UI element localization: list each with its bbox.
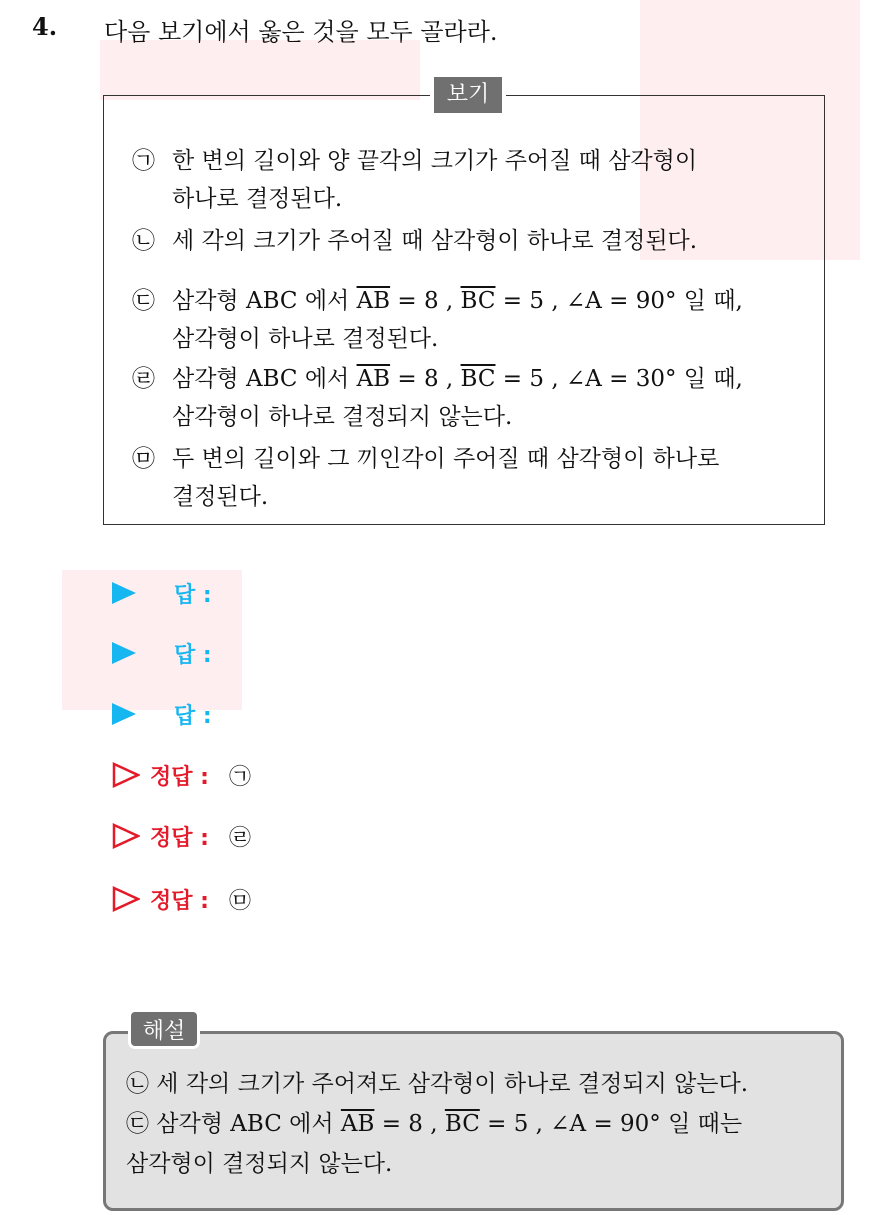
item-line: 한 변의 길이와 양 끝각의 크기가 주어질 때 삼각형이: [172, 148, 698, 174]
segment-bc: $\overline{BC}$: [444, 1111, 480, 1137]
triangle-outline-icon: [112, 886, 140, 912]
bogi-item-4: [132, 360, 743, 436]
item-marker: ㉢: [132, 288, 155, 314]
answer-row-2[interactable]: [112, 635, 212, 671]
answer-row-1[interactable]: [112, 575, 212, 611]
segment-bc: $\overline{BC}$: [460, 288, 496, 314]
correct-answer-row-2: [112, 818, 251, 854]
item-line: 삼각형이 하나로 결정된다.: [172, 326, 439, 352]
item-text: = 5 , ∠A = 90° 일 때,: [495, 288, 743, 314]
answer-label: 답 :: [174, 642, 212, 668]
background-decoration: [100, 40, 420, 100]
explanation-text: = 5 , ∠A = 90° 일 때는: [479, 1111, 743, 1137]
answer-label: 답 :: [174, 582, 212, 608]
item-marker: ㉤: [132, 446, 155, 472]
item-text: = 5 , ∠A = 30° 일 때,: [495, 366, 743, 392]
item-line: 하나로 결정된다.: [172, 186, 343, 212]
item-line: 삼각형이 하나로 결정되지 않는다.: [172, 404, 513, 430]
explanation-line-2: [126, 1105, 742, 1138]
item-marker: ㉠: [132, 148, 155, 174]
correct-answer-row-3: [112, 881, 251, 917]
explanation-text: = 8 ,: [374, 1111, 445, 1137]
item-text: 삼각형 ABC 에서: [172, 288, 357, 314]
item-text: = 8 ,: [390, 366, 461, 392]
item-text: 삼각형 ABC 에서: [172, 366, 357, 392]
correct-answer-row-1: [112, 757, 251, 793]
explanation-line-1: ㉡ 세 각의 크기가 주어져도 삼각형이 하나로 결정되지 않는다.: [126, 1071, 749, 1097]
question-number: 4.: [32, 12, 58, 41]
play-icon: [112, 703, 136, 725]
item-text: = 8 ,: [390, 288, 461, 314]
item-line: 결정된다.: [172, 484, 269, 510]
bogi-item-1: [132, 142, 697, 218]
correct-answer-label: 정답 :: [150, 888, 209, 914]
bogi-item-3: [132, 282, 743, 358]
answer-row-3[interactable]: [112, 696, 212, 732]
item-line: 세 각의 크기가 주어질 때 삼각형이 하나로 결정된다.: [172, 228, 698, 254]
play-icon: [112, 642, 136, 664]
bogi-label: 보기: [430, 77, 506, 113]
item-marker: ㉣: [132, 366, 155, 392]
correct-answer-label: 정답 :: [150, 764, 209, 790]
correct-answer-value: ㉤: [228, 888, 251, 914]
explanation-label: 해설: [128, 1009, 200, 1049]
item-line: 두 변의 길이와 그 끼인각이 주어질 때 삼각형이 하나로: [172, 446, 720, 472]
triangle-outline-icon: [112, 823, 140, 849]
play-icon: [112, 582, 136, 604]
segment-ab: $\overline{AB}$: [356, 366, 391, 392]
answer-label: 답 :: [174, 703, 212, 729]
correct-answer-label: 정답 :: [150, 825, 209, 851]
correct-answer-value: ㉣: [228, 825, 251, 851]
segment-bc: $\overline{BC}$: [460, 366, 496, 392]
explanation-line-3: 삼각형이 결정되지 않는다.: [126, 1151, 393, 1177]
triangle-outline-icon: [112, 762, 140, 788]
bogi-item-2: [132, 222, 697, 260]
segment-ab: $\overline{AB}$: [340, 1111, 375, 1137]
explanation-text: ㉢ 삼각형 ABC 에서: [126, 1111, 341, 1137]
item-marker: ㉡: [132, 228, 155, 254]
segment-ab: $\overline{AB}$: [356, 288, 391, 314]
correct-answer-value: ㉠: [228, 764, 251, 790]
bogi-item-5: [132, 440, 719, 516]
question-text: 다음 보기에서 옳은 것을 모두 골라라.: [104, 18, 498, 46]
